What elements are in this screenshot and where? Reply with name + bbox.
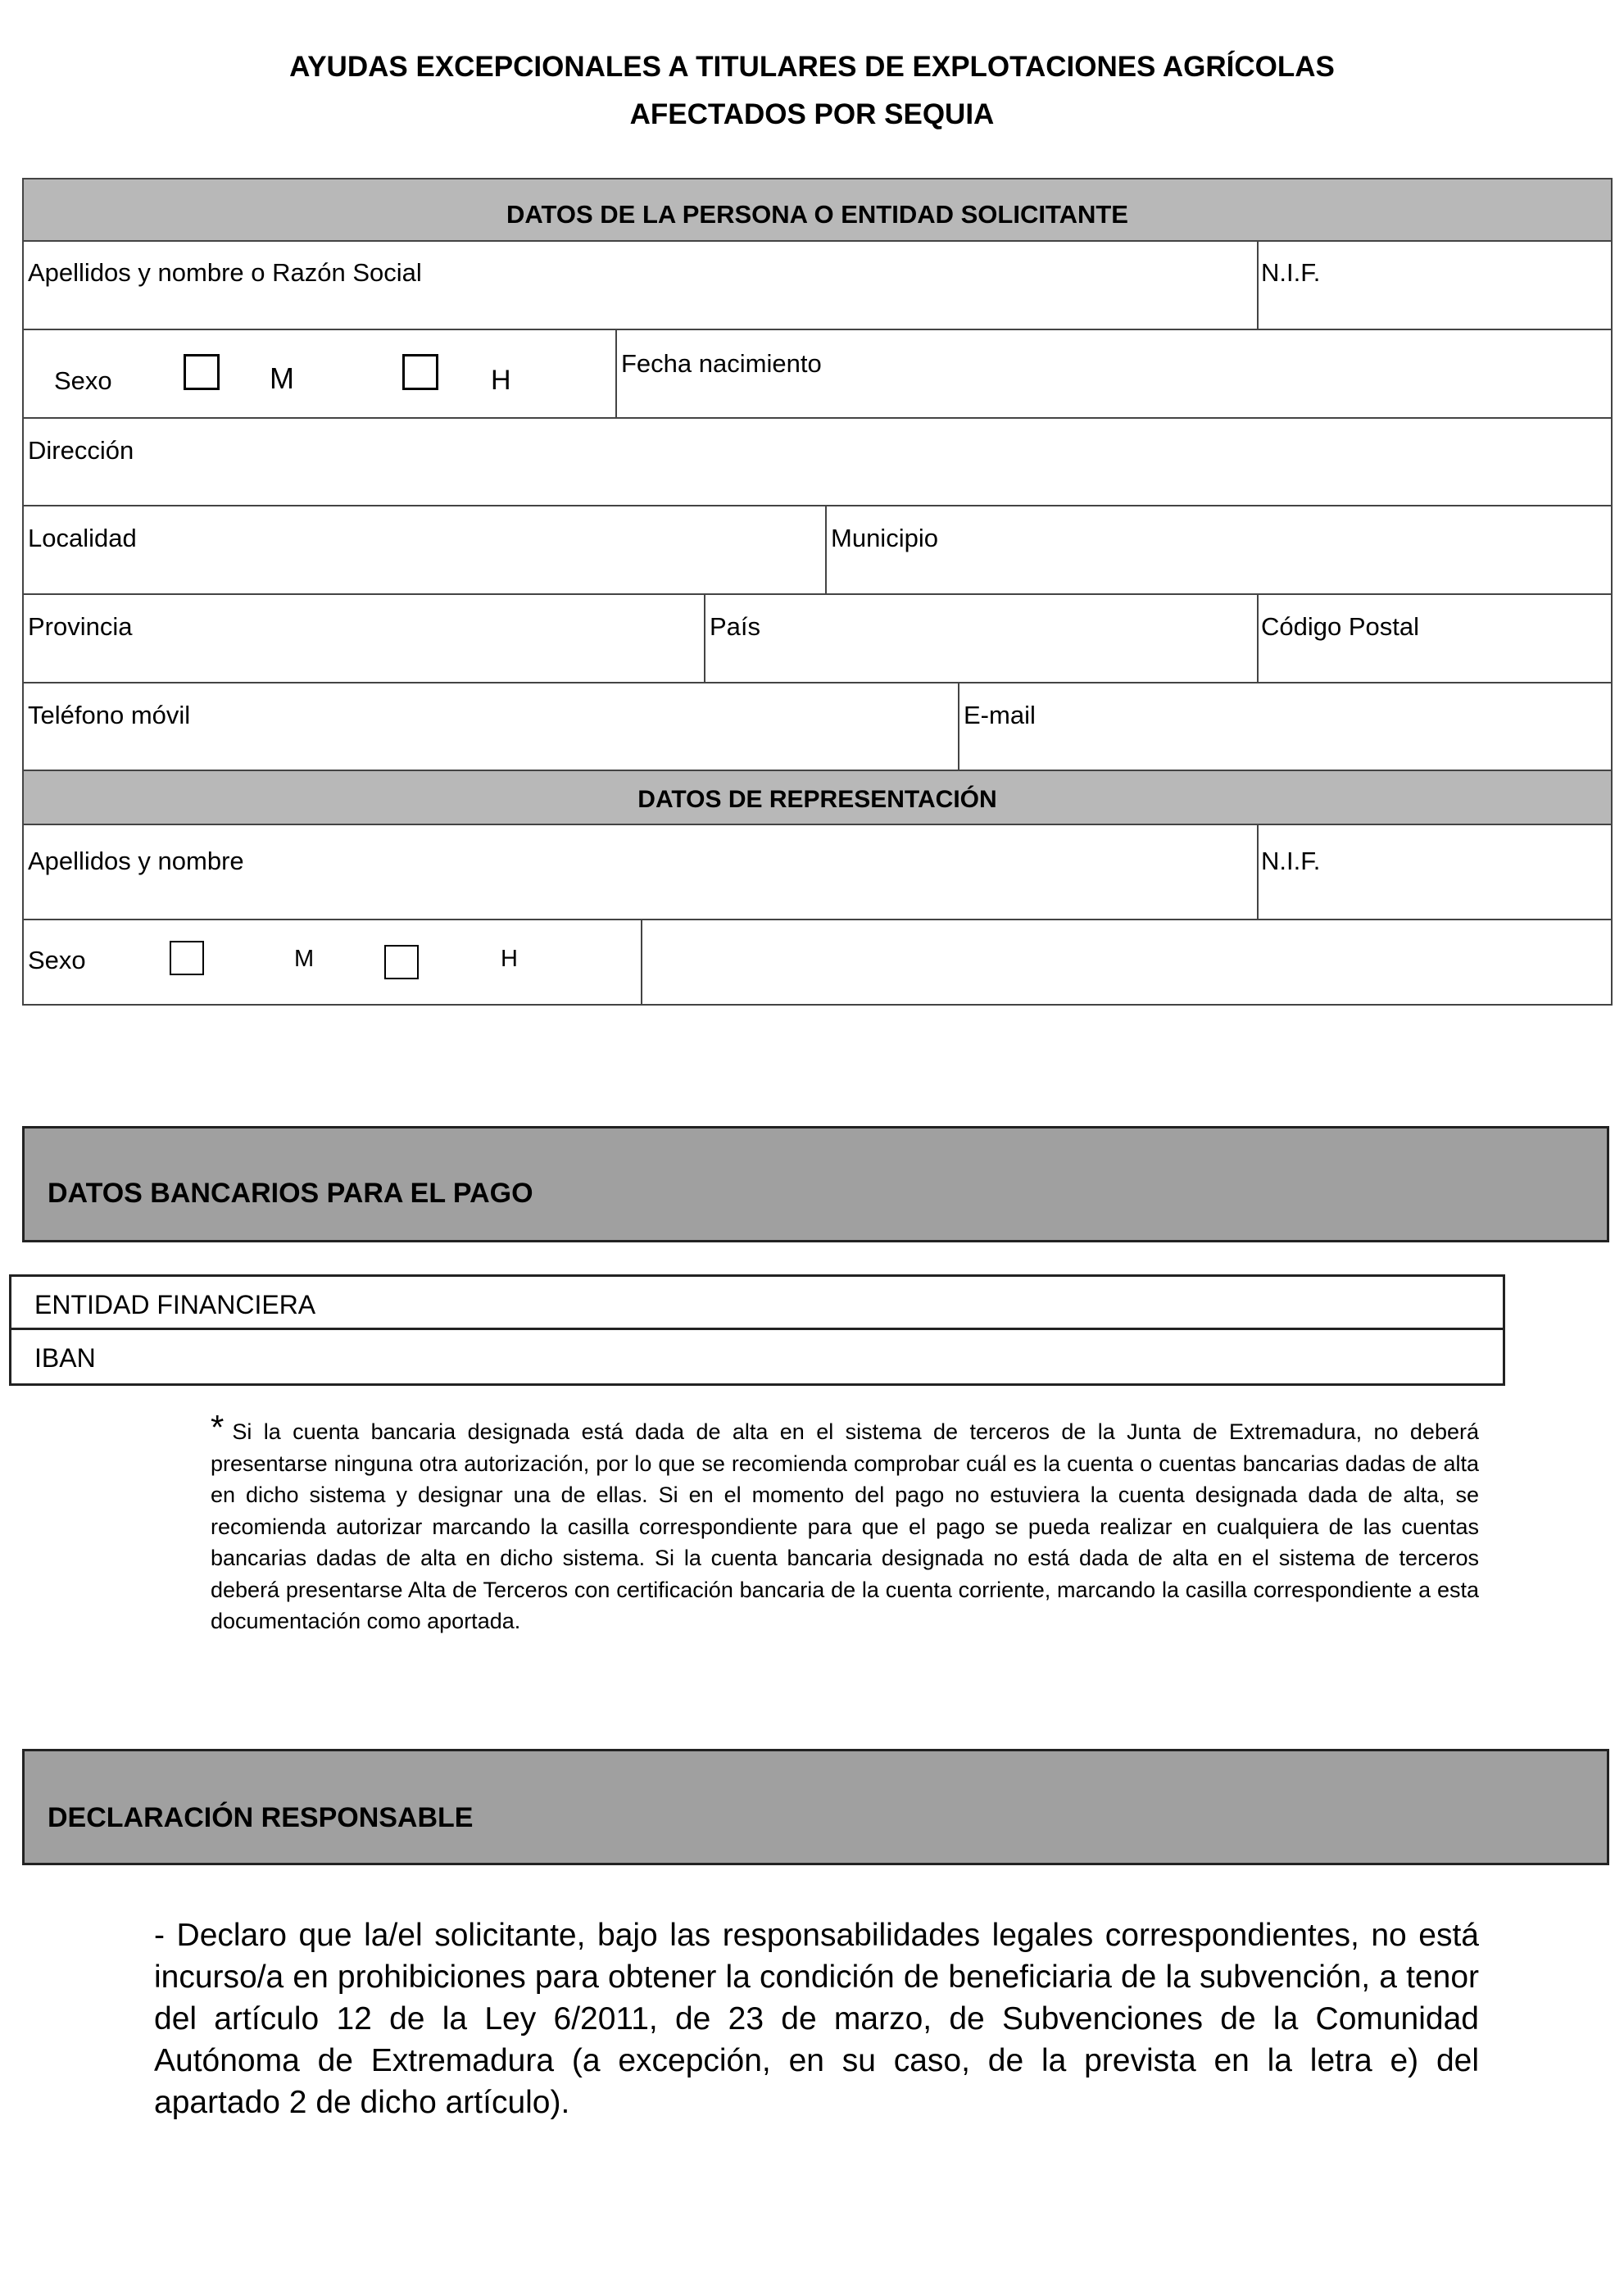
rep-sexo-h-label: H: [501, 946, 518, 972]
pais-field[interactable]: [710, 647, 1254, 678]
email-label: E-mail: [964, 701, 1036, 729]
declaracion-header-bar: [22, 1749, 1609, 1865]
codigo-postal-label: Código Postal: [1261, 612, 1420, 641]
declaracion-header: DECLARACIÓN RESPONSABLE: [48, 1802, 474, 1833]
bancarios-header-bar: [22, 1126, 1609, 1242]
rep-nif-label: N.I.F.: [1261, 847, 1321, 875]
sexo-h-checkbox[interactable]: [402, 354, 438, 390]
nombre-label: Apellidos y nombre o Razón Social: [28, 258, 422, 287]
municipio-field[interactable]: [832, 558, 1605, 589]
localidad-label: Localidad: [28, 524, 137, 552]
sexo-m-checkbox[interactable]: [184, 354, 220, 390]
sexo-h-label: H: [491, 365, 511, 396]
localidad-field[interactable]: [29, 558, 819, 589]
pais-label: País: [710, 612, 761, 641]
entidad-financiera-field[interactable]: [339, 1283, 1490, 1324]
entidad-financiera-label: ENTIDAD FINANCIERA: [34, 1290, 316, 1319]
rep-nif-field[interactable]: [1263, 881, 1610, 912]
iban-label: IBAN: [34, 1343, 96, 1373]
sexo-label: Sexo: [54, 366, 112, 395]
rep-nombre-field[interactable]: [29, 881, 1253, 912]
provincia-label: Provincia: [28, 612, 133, 641]
form-title-line2: AFECTADOS POR SEQUIA: [629, 98, 995, 130]
direccion-field[interactable]: [29, 470, 1605, 502]
email-field[interactable]: [964, 735, 1607, 766]
representacion-header-band: [24, 771, 1611, 824]
solicitante-header: DATOS DE LA PERSONA O ENTIDAD SOLICITANTE: [506, 200, 1128, 229]
form-title-line1: AYUDAS EXCEPCIONALES A TITULARES DE EXPLOTACIONES AGRÍCOLAS: [289, 51, 1335, 83]
nif-field[interactable]: [1263, 294, 1610, 325]
municipio-label: Municipio: [831, 524, 938, 552]
representacion-header: DATOS DE REPRESENTACIÓN: [637, 786, 997, 813]
sexo-m-label: M: [270, 361, 294, 395]
direccion-label: Dirección: [28, 436, 134, 465]
nif-label: N.I.F.: [1261, 258, 1321, 287]
bancarios-header: DATOS BANCARIOS PARA EL PAGO: [48, 1178, 533, 1209]
solicitante-table: [22, 178, 1613, 1006]
provincia-field[interactable]: [29, 647, 700, 678]
bancarios-note-block: [211, 1408, 1479, 1637]
solicitante-header-band: [24, 179, 1611, 240]
rep-extra-field[interactable]: [648, 942, 1602, 976]
rep-nombre-label: Apellidos y nombre: [28, 847, 244, 875]
note-asterisk: *: [211, 1408, 225, 1446]
bancarios-note: Si la cuenta bancaria designada está dada de alta en el sistema de terceros de la Junta de Extremadura, no deberá presentarse ninguna otra autorización, por lo que se recomienda comprobar cuál es la cuenta o cuentas bancarias dadas de alta en dicho sistema y designar una de ellas. Si en el momento del pago no estuviera la cuenta designada dada de alta, se recomienda autorizar marcando la casilla correspondiente para que el pago se pueda realizar en cualquiera de las cuentas bancarias dadas de alta en dicho sistema. Si la cuenta bancaria designada no está dada de alta en el sistema de terceros deberá presentarse Alta de Terceros con certificación bancaria de la cuenta corriente, marcando la casilla correspondiente a esta documentación como aportada.: [211, 1419, 1479, 1633]
fecha-nacimiento-field[interactable]: [622, 383, 1600, 414]
fecha-nacimiento-label: Fecha nacimiento: [621, 349, 822, 378]
rep-sexo-label: Sexo: [28, 946, 86, 974]
codigo-postal-field[interactable]: [1263, 647, 1610, 678]
nombre-field[interactable]: [29, 294, 1261, 325]
telefono-field[interactable]: [29, 735, 950, 766]
rep-sexo-m-checkbox[interactable]: [170, 941, 204, 975]
telefono-label: Teléfono móvil: [28, 701, 191, 729]
rep-sexo-m-label: M: [294, 946, 315, 972]
iban-field[interactable]: [126, 1336, 1490, 1378]
bancarios-table: [9, 1274, 1505, 1386]
declaracion-text: - Declaro que la/el solicitante, bajo las responsabilidades legales correspondientes, no está incurso/a en prohibiciones para obtener la condición de beneficiaria de la subvención, a tenor del artículo 12 de la Ley 6/2011, de 23 de marzo, de Subvenciones de la Comunidad Autónoma de Extremadura (a excepción, en su caso, de la prevista en la letra e) del apartado 2 de dicho artículo).: [154, 1918, 1479, 2120]
rep-sexo-h-checkbox[interactable]: [384, 945, 419, 979]
